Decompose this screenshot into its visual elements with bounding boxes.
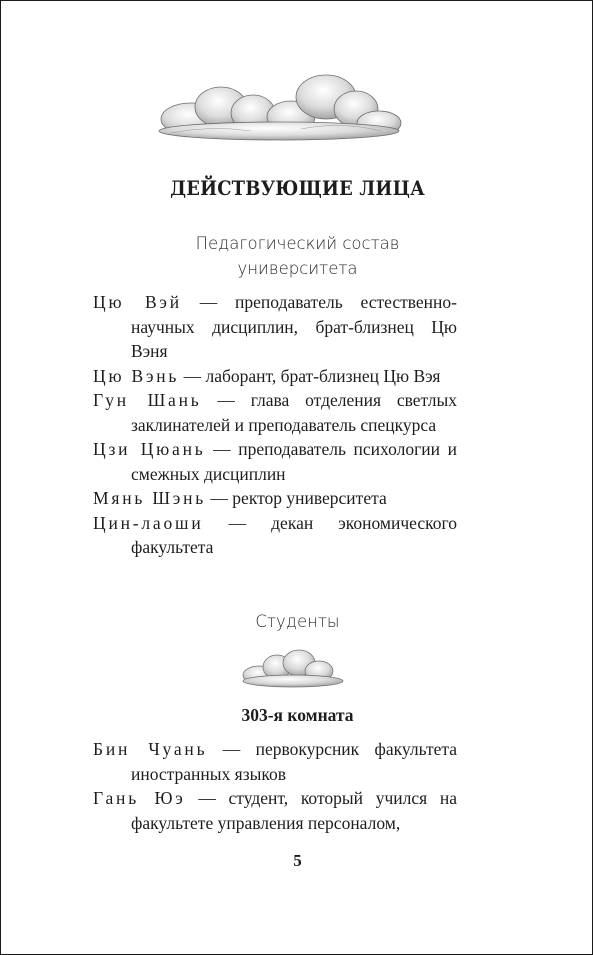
- faculty-list: [93, 290, 457, 560]
- character-description: — глава отделения светлых заклинателей и преподаватель спецкурса: [131, 390, 457, 435]
- character-description: — преподаватель естественно-научных дисциплин, брат-близнец Цю Вэня: [131, 292, 457, 361]
- character-entry: [93, 290, 457, 364]
- faculty-title-line1: Педагогический состав: [195, 234, 400, 253]
- character-name: Гань Юэ: [93, 788, 186, 808]
- students-list: [93, 737, 457, 835]
- page-title: ДЕЙСТВУЮЩИЕ ЛИЦА: [170, 177, 425, 200]
- character-entry: [93, 737, 457, 786]
- character-description: — ректор университета: [210, 488, 387, 508]
- character-name: Цю Вэй: [93, 292, 182, 312]
- character-name: Цю Вэнь: [93, 365, 180, 386]
- character-entry: [93, 786, 457, 835]
- character-description: — декан экономического факультета: [131, 512, 457, 557]
- character-name: Цзи Цюань: [93, 439, 206, 459]
- character-description: — преподаватель психологии и смежных дисциплин: [131, 439, 457, 484]
- character-entry: [93, 364, 457, 389]
- character-description: — студент, который учился на факультете управления персоналом,: [131, 788, 457, 833]
- character-name: Гун Шань: [93, 390, 202, 410]
- character-entry: [93, 486, 457, 511]
- character-entry: [93, 511, 457, 560]
- room-heading: 303-я комната: [241, 705, 354, 725]
- character-name: Бин Чуань: [93, 739, 208, 759]
- character-description: — первокурсник факультета иностранных языков: [131, 739, 457, 784]
- page-number: 5: [293, 851, 302, 870]
- students-section-title: Студенты: [255, 612, 340, 631]
- character-entry: [93, 388, 457, 437]
- character-name: Мянь Шэнь: [93, 488, 207, 508]
- character-name: Цин-лаоши: [93, 512, 204, 533]
- cloud-illustration: [151, 73, 409, 145]
- cloud-illustration-small: [237, 647, 349, 691]
- faculty-title-line2: университета: [237, 259, 358, 278]
- character-description: — лаборант, брат-близнец Цю Вэя: [183, 365, 441, 386]
- faculty-section-title: [1, 231, 593, 281]
- character-entry: [93, 437, 457, 486]
